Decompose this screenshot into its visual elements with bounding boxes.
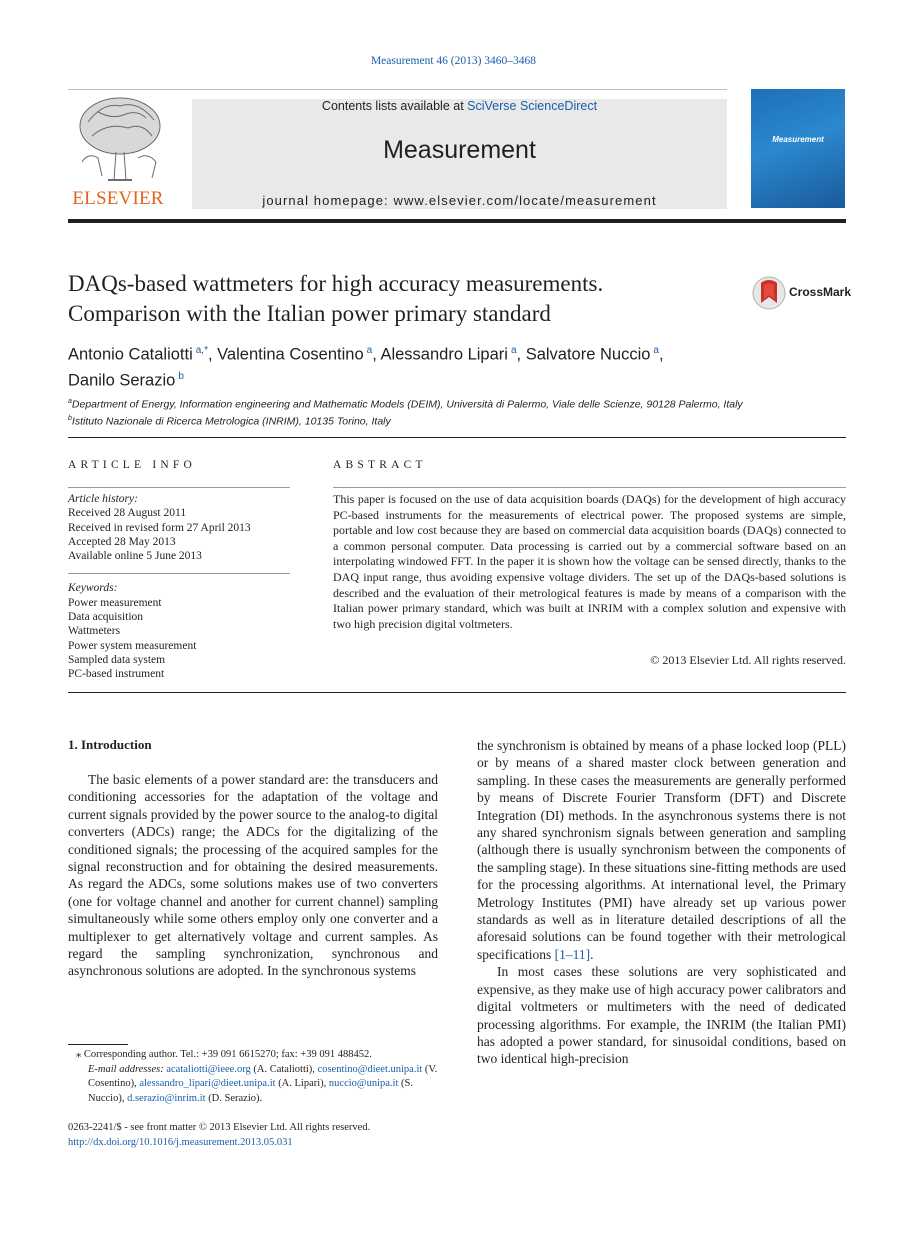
crossmark-icon bbox=[751, 275, 787, 311]
email-owner: (A. Cataliotti), bbox=[250, 1063, 318, 1075]
keyword: PC-based instrument bbox=[68, 668, 165, 681]
keyword: Data acquisition bbox=[68, 611, 144, 624]
article-info-heading: ARTICLE INFO bbox=[68, 459, 196, 471]
divider bbox=[68, 692, 846, 693]
author-affiliation-marker[interactable]: a,* bbox=[195, 345, 208, 356]
email-addresses bbox=[68, 1063, 438, 1107]
body-column-left bbox=[68, 771, 438, 980]
author-name[interactable]: Antonio Cataliotti bbox=[68, 345, 193, 364]
paper-title bbox=[68, 269, 728, 329]
doi-link[interactable]: http://dx.doi.org/10.1016/j.measurement.2013.05.031 bbox=[68, 1136, 293, 1148]
journal-homepage bbox=[192, 193, 727, 208]
affiliation-marker: a bbox=[68, 398, 72, 405]
divider bbox=[68, 437, 846, 438]
email-owner: (D. Serazio). bbox=[205, 1092, 263, 1104]
email-link[interactable]: d.serazio@inrim.it bbox=[127, 1092, 206, 1104]
footnote-rule bbox=[68, 1044, 128, 1045]
keyword: Wattmeters bbox=[68, 625, 121, 638]
author-affiliation-marker[interactable]: a bbox=[366, 345, 373, 356]
email-owner: (S. Nuccio), bbox=[88, 1078, 413, 1104]
email-label: E-mail addresses: bbox=[88, 1063, 164, 1075]
corresponding-author-note: ⁎ Corresponding author. Tel.: +39 091 6615270; fax: +39 091 488452. bbox=[76, 1049, 372, 1060]
author-affiliation-marker[interactable]: a bbox=[510, 345, 517, 356]
author-separator: , bbox=[658, 345, 664, 364]
history-line: Accepted 28 May 2013 bbox=[68, 535, 176, 548]
journal-name: Measurement bbox=[383, 136, 536, 164]
affiliations bbox=[68, 395, 846, 429]
crossmark-label: CrossMark bbox=[789, 285, 852, 299]
journal-cover-thumbnail[interactable] bbox=[751, 89, 845, 208]
abstract-copyright: © 2013 Elsevier Ltd. All rights reserved. bbox=[650, 653, 846, 667]
author-name[interactable]: Alessandro Lipari bbox=[380, 345, 508, 364]
paragraph: In most cases these solutions are very sophisticated and expensive, as they make use of high accuracy power calibrators and digital voltmeters or multimeters with the need of dedicated processing algorithms. For example, the INRIM (the Italian PMI) has adopted a power standard, for sinusoidal conditions, based on two identical high-precision bbox=[477, 964, 846, 1067]
author-separator: , bbox=[207, 345, 218, 364]
crossmark-badge[interactable] bbox=[751, 275, 852, 311]
homepage-url[interactable]: www.elsevier.com/locate/measurement bbox=[393, 193, 657, 208]
paragraph: The basic elements of a power standard are: the transducers and conditioning accessories for the adaptation of the voltage and current signals provided by the power source to the analog-to digital converters (ADCs) range; the ADCs for the digitalizing of the conditioned signals; the processing of the acquired samples for the signal reconstruction and for obtaining the desired measurements. As regard the ADCs, some solutions makes use of two converters (one for voltage channel and another for current channel) sampling simultaneously while some others employ only one converter and a multiplexer to get alternatively voltage and current samples. As regard the sampling synchronization, synchronous and asynchronous solutions are adopted. In the synchronous systems bbox=[68, 772, 438, 979]
history-line: Available online 5 June 2013 bbox=[68, 550, 202, 563]
body-column-right bbox=[477, 737, 846, 1068]
homepage-prefix: journal homepage: bbox=[262, 193, 394, 208]
author-affiliation-marker[interactable]: a bbox=[653, 345, 659, 356]
paragraph bbox=[477, 737, 846, 963]
title-line-2: Comparison with the Italian power primary standard bbox=[68, 301, 551, 326]
author-affiliation-marker[interactable]: b bbox=[178, 370, 184, 382]
paragraph-end: . bbox=[590, 946, 594, 962]
masthead-bottom-rule bbox=[68, 219, 846, 223]
divider bbox=[333, 487, 846, 488]
article-info bbox=[68, 492, 290, 682]
sciencedirect-link[interactable]: SciVerse ScienceDirect bbox=[467, 99, 598, 113]
section-heading: 1. Introduction bbox=[68, 737, 152, 752]
paragraph-text: the synchronism is obtained by means of a phase locked loop (PLL) or by means of a shared master clock between generation and sampling. In these cases the measurements are generally performed by means of Discrete Fourier Transform (DFT) and Discrete Integration (DI) methods. In the asynchronous systems there is not any shared synchronism signals between generation and sampling (although there is usually synchronism between the components of the sampling stage). In these situations sine-fitting methods are used for the processing algorithms. At international level, the Primary Metrology Institutes (PMI) have already set up various power standards as well as in literature detailed descriptions of all the aforesaid solutions can be found together with their metrological specifications bbox=[477, 738, 846, 962]
issn-line: 0263-2241/$ - see front matter © 2013 Elsevier Ltd. All rights reserved. bbox=[68, 1122, 371, 1133]
author-name[interactable]: Danilo Serazio bbox=[68, 371, 176, 389]
contents-prefix: Contents lists available at bbox=[321, 99, 468, 113]
keyword: Power measurement bbox=[68, 596, 162, 609]
email-owner: (V. Cosentino), bbox=[88, 1063, 438, 1089]
divider bbox=[68, 573, 290, 574]
affiliation-marker: b bbox=[68, 415, 72, 422]
journal-citation[interactable]: Measurement 46 (2013) 3460–3468 bbox=[370, 55, 537, 67]
email-owner: (A. Lipari), bbox=[275, 1078, 329, 1089]
author-separator: , bbox=[372, 345, 381, 364]
footnotes bbox=[68, 1048, 438, 1106]
issn-block bbox=[68, 1121, 438, 1150]
author-list bbox=[68, 340, 788, 391]
author-separator: , bbox=[516, 345, 526, 364]
title-line-1: DAQs-based wattmeters for high accuracy measurements. bbox=[68, 271, 604, 296]
cover-title: Measurement bbox=[772, 135, 824, 144]
abstract-heading: ABSTRACT bbox=[333, 459, 427, 471]
affiliation bbox=[68, 412, 846, 429]
history-line: Received in revised form 27 April 2013 bbox=[68, 521, 251, 534]
divider bbox=[68, 487, 290, 488]
affiliation-text: Istituto Nazionale di Ricerca Metrologica (INRIM), 10135 Torino, Italy bbox=[71, 415, 391, 428]
author-name[interactable]: Valentina Cosentino bbox=[217, 345, 364, 364]
affiliation bbox=[68, 395, 846, 412]
history-label: Article history: bbox=[68, 493, 138, 505]
email-link[interactable]: acataliotti@ieee.org bbox=[166, 1063, 251, 1075]
keyword: Power system measurement bbox=[68, 639, 197, 652]
abstract-text: This paper is focused on the use of data acquisition boards (DAQs) for the development of high accuracy PC-based instruments for the measurements of electrical power. The proposed systems are simple, portable and low cost because they are based on commercial data acquisition boards (DAQs) connected to a common personal computer. Data processing is carried out by a commercial software based on an interpolating windowed FFT. In the paper it is shown how the voltage can be sensed directly, thanks to the DAQ input range, thus avoiding expensive voltage dividers. The set up of the DAQs-based solutions is described and the evaluation of their metrological features is made by means of a comparison with the Italian power primary standard, which was built at INRIM with a complex solution and expensive with two high precision digital voltmeters. bbox=[333, 492, 846, 631]
email-link[interactable]: nuccio@unipa.it bbox=[328, 1078, 399, 1089]
reference-link[interactable]: [1–11] bbox=[554, 946, 591, 962]
keywords-label: Keywords: bbox=[68, 582, 118, 595]
author-name[interactable]: Salvatore Nuccio bbox=[525, 345, 651, 364]
elsevier-wordmark: ELSEVIER bbox=[72, 188, 164, 209]
email-link[interactable]: alessandro_lipari@dieet.unipa.it bbox=[139, 1078, 276, 1089]
history-line: Received 28 August 2011 bbox=[68, 507, 187, 520]
contents-availability bbox=[192, 99, 727, 113]
email-link[interactable]: cosentino@dieet.unipa.it bbox=[317, 1063, 423, 1075]
affiliation-text: Department of Energy, Information engineering and Mathematic Models (DEIM), Università di Palermo, Viale delle Scienze, 90128 Palermo, Italy bbox=[71, 398, 743, 411]
masthead-rule bbox=[68, 89, 727, 90]
keyword: Sampled data system bbox=[68, 653, 166, 666]
